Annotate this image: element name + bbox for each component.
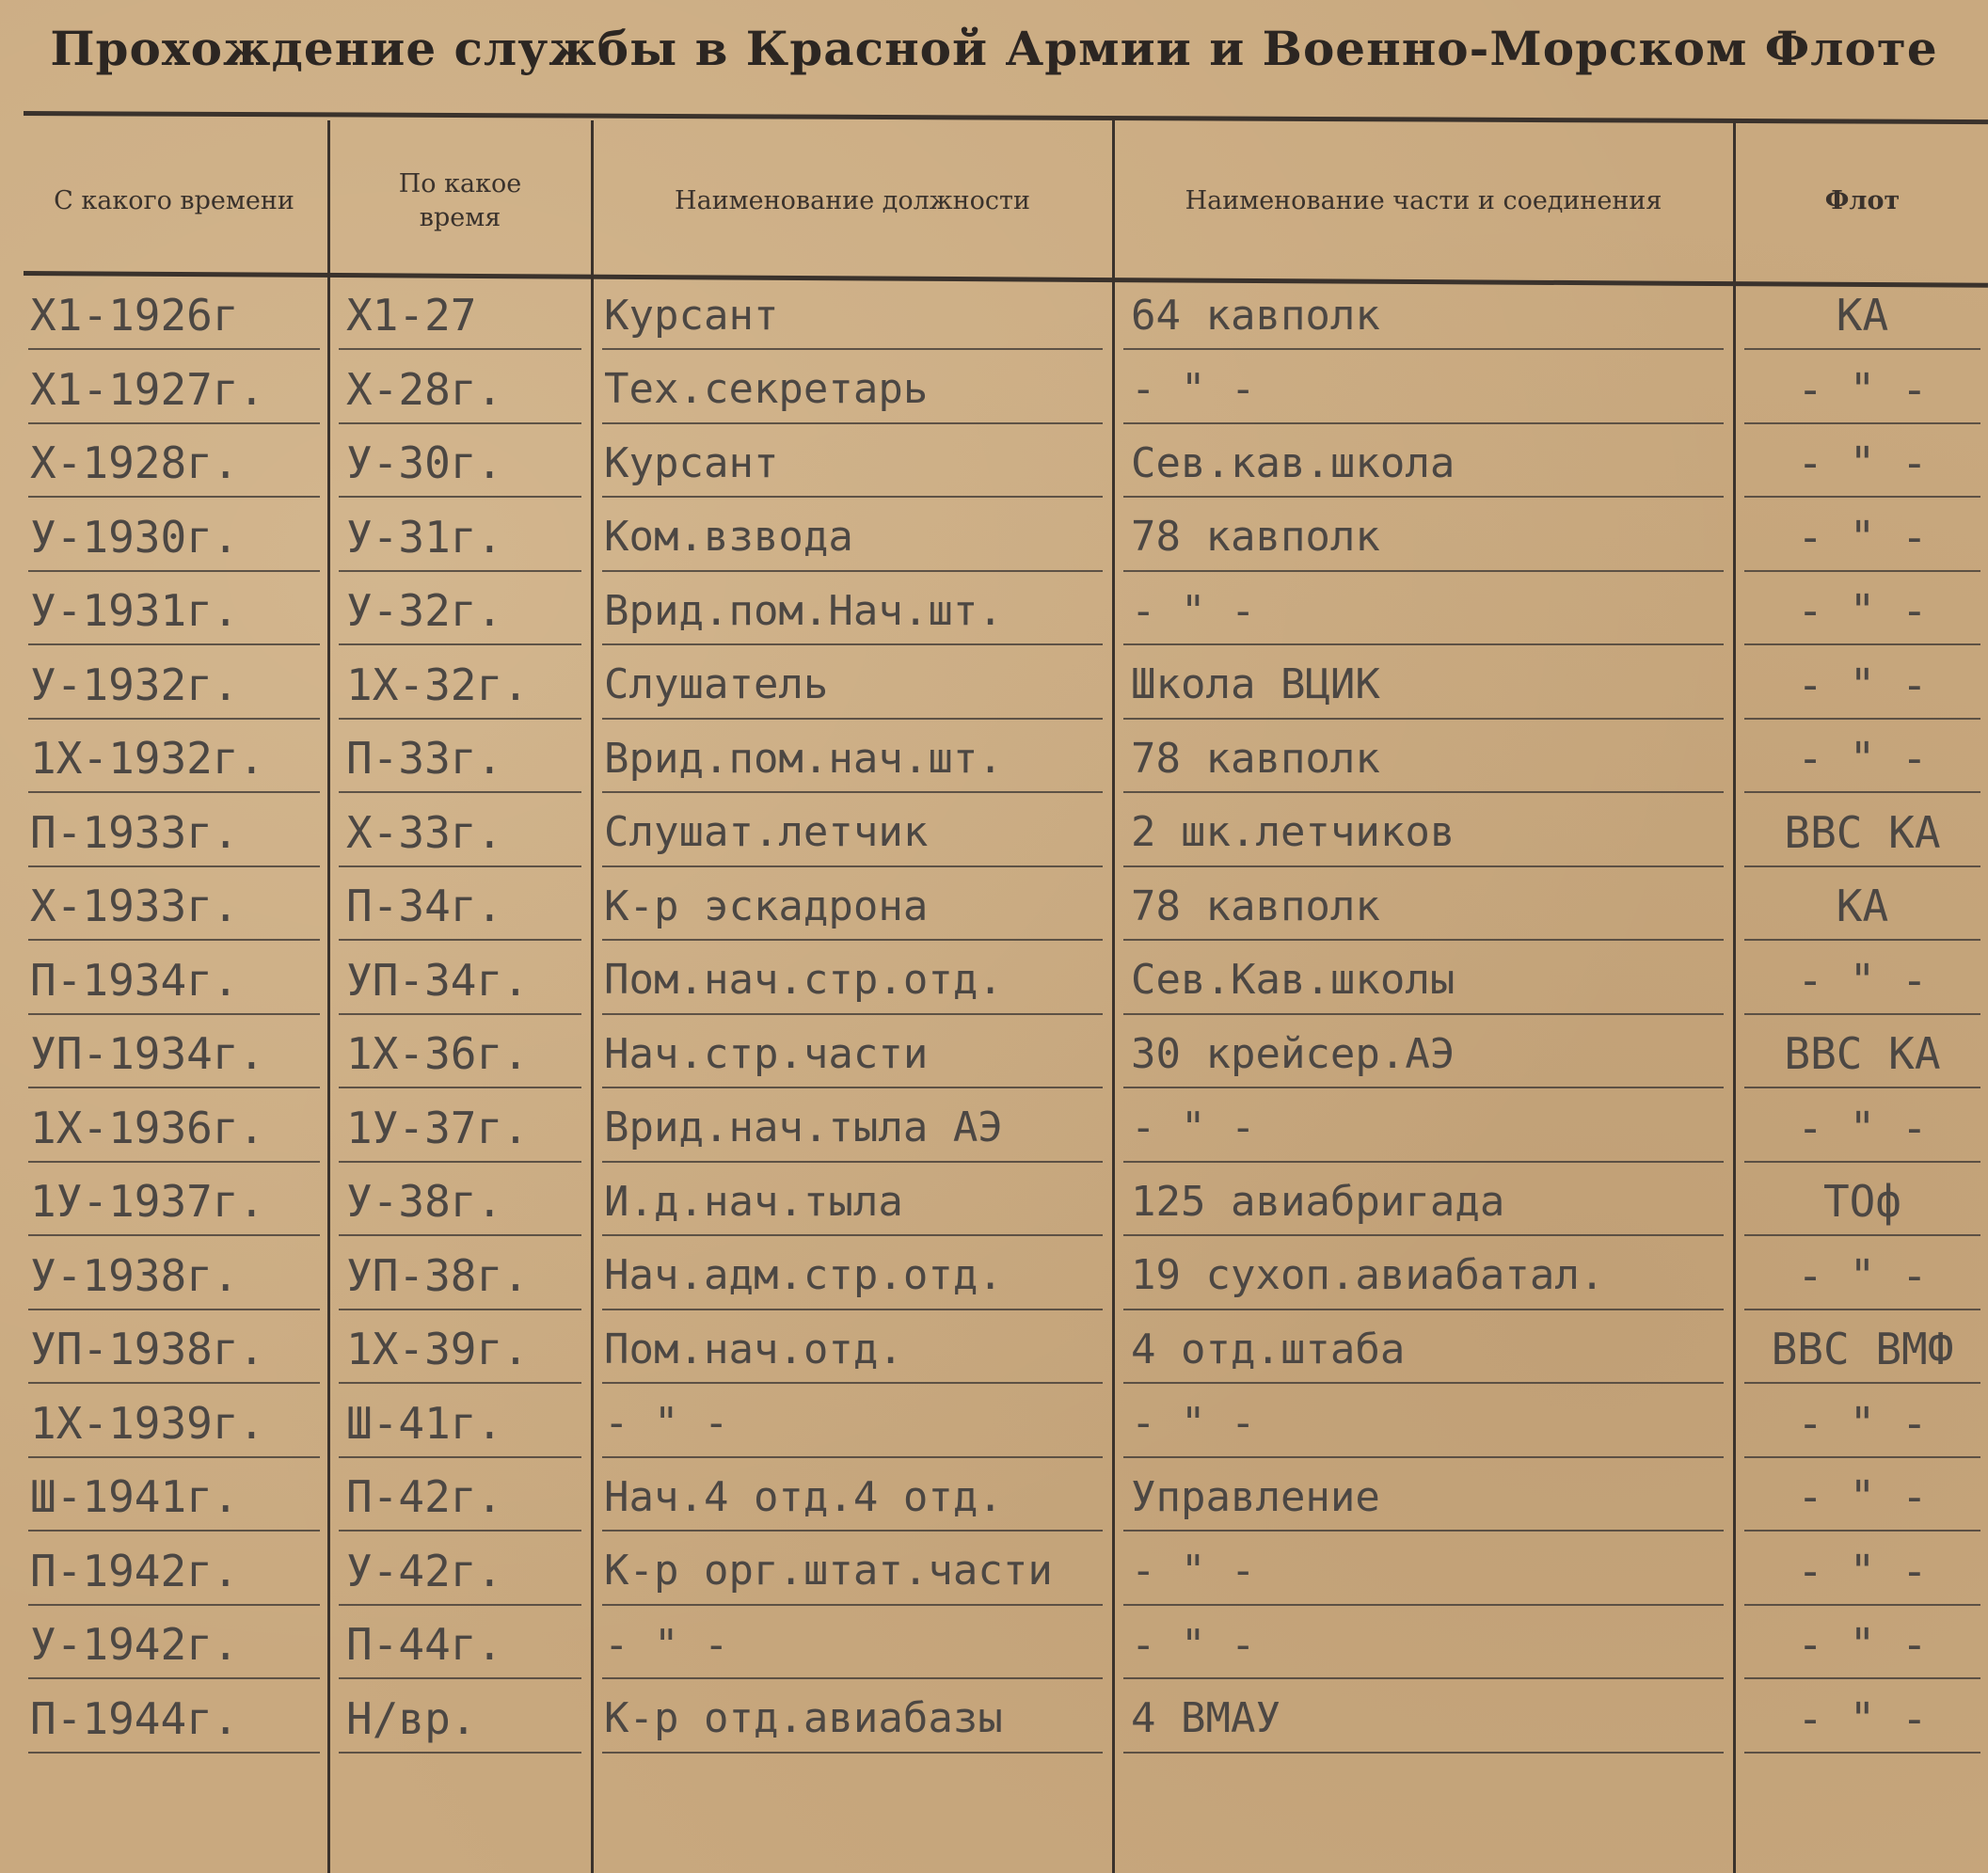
cell-unit: - " - [1116,1608,1731,1681]
cell-fleet: - " - [1737,1608,1988,1681]
cell-to: П-33г. [331,722,589,795]
table-row [0,1608,1988,1681]
cell-unit: - " - [1116,1534,1731,1608]
cell-position: Курсант [595,278,1110,352]
cell-position: Врид.нач.тыла АЭ [595,1091,1110,1165]
cell-unit: 64 кавполк [1116,278,1731,352]
cell-from: У-1938г. [21,1239,327,1312]
cell-fleet: КА [1737,278,1988,352]
cell-unit: 30 крейсер.АЭ [1116,1017,1731,1090]
cell-fleet: - " - [1737,353,1988,426]
cell-fleet: - " - [1737,1534,1988,1608]
cell-to: Х1-27 [331,278,589,352]
cell-position: К-р орг.штат.части [595,1534,1110,1608]
table-top-rule [24,111,1988,124]
cell-to: П-44г. [331,1608,589,1681]
cell-to: 1Х-32г. [331,648,589,722]
table-row [0,1017,1988,1090]
cell-position: Пом.нач.стр.отд. [595,944,1110,1017]
cell-to: 1Х-36г. [331,1017,589,1090]
cell-fleet: - " - [1737,1460,1988,1533]
cell-from: П-1934г. [21,944,327,1017]
table-row [0,1239,1988,1312]
cell-to: 1Х-39г. [331,1312,589,1386]
cell-unit: Школа ВЦИК [1116,648,1731,722]
cell-fleet: - " - [1737,574,1988,647]
cell-from: УП-1938г. [21,1312,327,1386]
table-row [0,944,1988,1017]
cell-unit: - " - [1116,574,1731,647]
cell-position: К-р эскадрона [595,869,1110,943]
table-row [0,1312,1988,1386]
table-row [0,426,1988,500]
cell-from: У-1932г. [21,648,327,722]
table-row [0,500,1988,574]
cell-from: 1Х-1939г. [21,1387,327,1460]
cell-position: - " - [595,1608,1110,1681]
cell-fleet: - " - [1737,1239,1988,1312]
cell-fleet: - " - [1737,1091,1988,1165]
cell-fleet: - " - [1737,426,1988,500]
cell-position: Ком.взвода [595,500,1110,574]
cell-unit: 78 кавполк [1116,722,1731,795]
cell-unit: - " - [1116,353,1731,426]
cell-position: Врид.пом.Нач.шт. [595,574,1110,647]
header-unit: Наименование части и соединения [1185,186,1662,215]
cell-fleet: ВВС КА [1737,1017,1988,1090]
cell-to: У-30г. [331,426,589,500]
table-row [0,648,1988,722]
cell-fleet: - " - [1737,1387,1988,1460]
cell-unit: - " - [1116,1387,1731,1460]
cell-fleet: - " - [1737,722,1988,795]
cell-position: Слушатель [595,648,1110,722]
cell-from: 1У-1937г. [21,1165,327,1238]
cell-fleet: - " - [1737,648,1988,722]
table-row [0,1165,1988,1238]
cell-to: УП-34г. [331,944,589,1017]
cell-to: П-42г. [331,1460,589,1533]
cell-position: Тех.секретарь [595,353,1110,426]
cell-from: Х1-1926г [21,278,327,352]
cell-unit: 19 сухоп.авиабатал. [1116,1239,1731,1312]
cell-to: УП-38г. [331,1239,589,1312]
cell-from: Х1-1927г. [21,353,327,426]
table-row [0,1534,1988,1608]
cell-position: Курсант [595,426,1110,500]
cell-position: И.д.нач.тыла [595,1165,1110,1238]
header-fleet: Флот [1824,186,1901,215]
cell-unit: - " - [1116,1091,1731,1165]
cell-fleet: ВВС ВМФ [1737,1312,1988,1386]
cell-unit: 4 отд.штаба [1116,1312,1731,1386]
cell-from: 1Х-1932г. [21,722,327,795]
cell-unit: 2 шк.летчиков [1116,796,1731,869]
cell-from: Ш-1941г. [21,1460,327,1533]
cell-from: У-1942г. [21,1608,327,1681]
table-row [0,1091,1988,1165]
cell-position: Нач.адм.стр.отд. [595,1239,1110,1312]
cell-fleet: - " - [1737,1682,1988,1755]
table-row [0,353,1988,426]
cell-unit: Сев.кав.школа [1116,426,1731,500]
page-title: Прохождение службы в Красной Армии и Военно-Морском Флоте [50,21,1938,76]
header-position: Наименование должности [675,186,1030,215]
cell-from: П-1933г. [21,796,327,869]
cell-to: У-32г. [331,574,589,647]
cell-unit: Сев.Кав.школы [1116,944,1731,1017]
table-row [0,1682,1988,1755]
cell-from: 1Х-1936г. [21,1091,327,1165]
cell-position: Нач.4 отд.4 отд. [595,1460,1110,1533]
cell-unit: 4 ВМАУ [1116,1682,1731,1755]
cell-from: У-1931г. [21,574,327,647]
cell-fleet: ВВС КА [1737,796,1988,869]
cell-position: Пом.нач.отд. [595,1312,1110,1386]
cell-unit: 78 кавполк [1116,500,1731,574]
cell-from: УП-1934г. [21,1017,327,1090]
cell-from: П-1944г. [21,1682,327,1755]
cell-from: У-1930г. [21,500,327,574]
cell-unit: 78 кавполк [1116,869,1731,943]
cell-position: К-р отд.авиабазы [595,1682,1110,1755]
table-row [0,1387,1988,1460]
cell-to: 1У-37г. [331,1091,589,1165]
cell-to: П-34г. [331,869,589,943]
cell-to: Х-28г. [331,353,589,426]
cell-position: Нач.стр.части [595,1017,1110,1090]
cell-fleet: КА [1737,869,1988,943]
cell-from: Х-1928г. [21,426,327,500]
table-row [0,869,1988,943]
cell-to: У-31г. [331,500,589,574]
cell-fleet: ТОф [1737,1165,1988,1238]
cell-from: Х-1933г. [21,869,327,943]
header-from: С какого времени [54,186,294,215]
header-to: По какое время [398,169,522,232]
cell-fleet: - " - [1737,944,1988,1017]
cell-fleet: - " - [1737,500,1988,574]
table-row [0,1460,1988,1533]
cell-unit: Управление [1116,1460,1731,1533]
cell-position: Слушат.летчик [595,796,1110,869]
cell-position: - " - [595,1387,1110,1460]
table-row [0,574,1988,647]
cell-to: Х-33г. [331,796,589,869]
cell-to: Ш-41г. [331,1387,589,1460]
cell-to: Н/вр. [331,1682,589,1755]
cell-position: Врид.пом.нач.шт. [595,722,1110,795]
cell-unit: 125 авиабригада [1116,1165,1731,1238]
cell-to: У-42г. [331,1534,589,1608]
cell-from: П-1942г. [21,1534,327,1608]
table-row [0,796,1988,869]
table-row [0,722,1988,795]
table-row [0,278,1988,352]
cell-to: У-38г. [331,1165,589,1238]
